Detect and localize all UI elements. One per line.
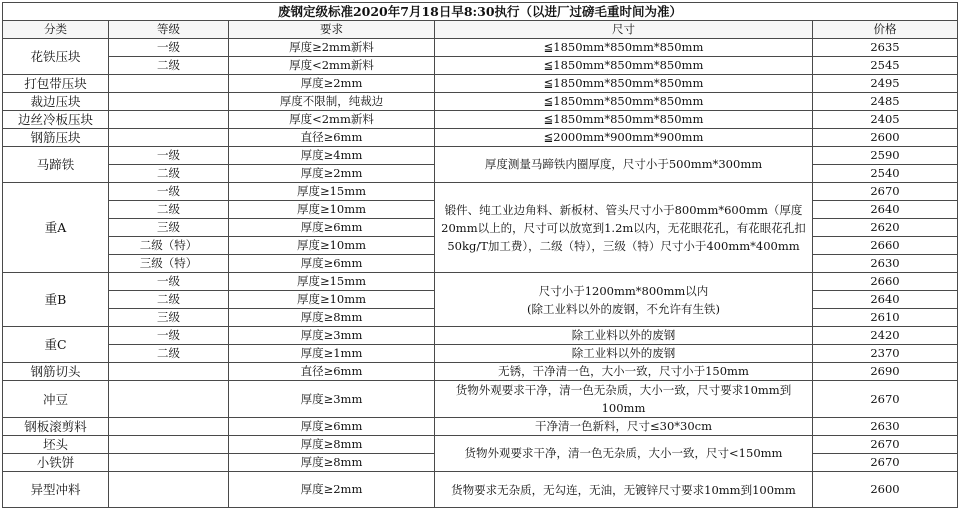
price-cell: 2660 xyxy=(813,273,958,291)
category-cell: 钢筋切头 xyxy=(3,363,109,381)
price-cell: 2600 xyxy=(813,129,958,147)
category-cell: 坯头 xyxy=(3,436,109,454)
price-cell: 2660 xyxy=(813,237,958,255)
price-cell: 2640 xyxy=(813,201,958,219)
requirement-cell: 厚度≥4mm xyxy=(229,147,435,165)
size-cell: ≦1850mm*850mm*850mm xyxy=(435,93,813,111)
table-row xyxy=(3,147,958,165)
grade-cell: 三级 xyxy=(109,309,229,327)
scrap-steel-price-table xyxy=(2,2,958,508)
requirement-cell: 厚度≥8mm xyxy=(229,309,435,327)
grade-cell: 三级（特） xyxy=(109,255,229,273)
category-cell: 冲豆 xyxy=(3,381,109,418)
requirement-cell: 厚度≥2mm xyxy=(229,75,435,93)
grade-cell: 一级 xyxy=(109,183,229,201)
grade-cell: 一级 xyxy=(109,147,229,165)
grade-cell: 二级 xyxy=(109,291,229,309)
requirement-cell: 厚度≥2mm xyxy=(229,472,435,508)
category-cell: 钢板滚剪料 xyxy=(3,418,109,436)
header-requirement: 要求 xyxy=(229,21,435,39)
price-cell: 2420 xyxy=(813,327,958,345)
grade-cell: 二级 xyxy=(109,201,229,219)
price-cell: 2495 xyxy=(813,75,958,93)
category-cell: 异型冲料 xyxy=(3,472,109,508)
grade-cell: 一级 xyxy=(109,39,229,57)
category-cell: 钢筋压块 xyxy=(3,129,109,147)
price-cell: 2610 xyxy=(813,309,958,327)
requirement-cell: 厚度≥10mm xyxy=(229,201,435,219)
table-row xyxy=(3,472,958,508)
grade-cell xyxy=(109,111,229,129)
category-cell: 马蹄铁 xyxy=(3,147,109,183)
requirement-cell: 厚度≥2mm新料 xyxy=(229,39,435,57)
table-row xyxy=(3,273,958,291)
category-cell: 重C xyxy=(3,327,109,363)
requirement-cell: 厚度≥6mm xyxy=(229,219,435,237)
requirement-cell: 厚度≥15mm xyxy=(229,183,435,201)
price-cell: 2635 xyxy=(813,39,958,57)
price-cell: 2545 xyxy=(813,57,958,75)
price-cell: 2485 xyxy=(813,93,958,111)
category-cell: 裁边压块 xyxy=(3,93,109,111)
price-cell: 2670 xyxy=(813,454,958,472)
header-size: 尺寸 xyxy=(435,21,813,39)
requirement-cell: 直径≥6mm xyxy=(229,129,435,147)
size-cell: 货物外观要求干净，清一色无杂质，大小一致，尺寸要求10mm到100mm xyxy=(435,381,813,418)
table-row xyxy=(3,436,958,454)
requirement-cell: 厚度≥6mm xyxy=(229,255,435,273)
requirement-cell: 厚度≥15mm xyxy=(229,273,435,291)
table-row xyxy=(3,381,958,418)
table-row xyxy=(3,57,958,75)
title-row xyxy=(3,3,958,21)
size-cell: 厚度测量马蹄铁内圈厚度，尺寸小于500mm*300mm xyxy=(435,147,813,183)
price-cell: 2690 xyxy=(813,363,958,381)
price-cell: 2620 xyxy=(813,219,958,237)
requirement-cell: 厚度≥2mm xyxy=(229,165,435,183)
requirement-cell: 厚度≥8mm xyxy=(229,454,435,472)
grade-cell xyxy=(109,381,229,418)
grade-cell: 二级 xyxy=(109,57,229,75)
size-cell: ≦1850mm*850mm*850mm xyxy=(435,111,813,129)
size-cell: 无锈，干净清一色，大小一致，尺寸小于150mm xyxy=(435,363,813,381)
table-row xyxy=(3,183,958,201)
grade-cell xyxy=(109,363,229,381)
category-cell: 小铁饼 xyxy=(3,454,109,472)
requirement-cell: 厚度≥8mm xyxy=(229,436,435,454)
table-row xyxy=(3,111,958,129)
size-cell: ≦1850mm*850mm*850mm xyxy=(435,57,813,75)
grade-cell: 三级 xyxy=(109,219,229,237)
size-cell: ≦2000mm*900mm*900mm xyxy=(435,129,813,147)
requirement-cell: 厚度≥1mm xyxy=(229,345,435,363)
requirement-cell: 直径≥6mm xyxy=(229,363,435,381)
price-cell: 2405 xyxy=(813,111,958,129)
grade-cell xyxy=(109,454,229,472)
requirement-cell: 厚度<2mm新料 xyxy=(229,111,435,129)
price-cell: 2590 xyxy=(813,147,958,165)
price-cell: 2670 xyxy=(813,436,958,454)
size-cell: 除工业料以外的废钢 xyxy=(435,345,813,363)
table-row xyxy=(3,363,958,381)
price-cell: 2600 xyxy=(813,472,958,508)
size-cell: 货物外观要求干净，清一色无杂质，大小一致，尺寸<150mm xyxy=(435,436,813,472)
table-row xyxy=(3,327,958,345)
table-row xyxy=(3,345,958,363)
grade-cell xyxy=(109,93,229,111)
requirement-cell: 厚度不限制，纯裁边 xyxy=(229,93,435,111)
category-cell: 打包带压块 xyxy=(3,75,109,93)
header-row xyxy=(3,21,958,39)
table-title: 废钢定级标准2020年7月18日早8:30执行（以进厂过磅毛重时间为准） xyxy=(3,3,958,21)
requirement-cell: 厚度≥10mm xyxy=(229,237,435,255)
requirement-cell: 厚度≥6mm xyxy=(229,418,435,436)
category-cell: 花铁压块 xyxy=(3,39,109,75)
price-cell: 2370 xyxy=(813,345,958,363)
table-row xyxy=(3,129,958,147)
price-cell: 2630 xyxy=(813,418,958,436)
grade-cell: 二级（特） xyxy=(109,237,229,255)
price-cell: 2670 xyxy=(813,381,958,418)
size-cell: ≦1850mm*850mm*850mm xyxy=(435,39,813,57)
grade-cell: 二级 xyxy=(109,165,229,183)
header-grade: 等级 xyxy=(109,21,229,39)
header-category: 分类 xyxy=(3,21,109,39)
grade-cell xyxy=(109,472,229,508)
size-cell: ≦1850mm*850mm*850mm xyxy=(435,75,813,93)
table-row xyxy=(3,39,958,57)
price-cell: 2670 xyxy=(813,183,958,201)
table-row xyxy=(3,418,958,436)
grade-cell: 一级 xyxy=(109,327,229,345)
size-cell: 货物要求无杂质，无勾连，无油，无镀锌尺寸要求10mm到100mm xyxy=(435,472,813,508)
grade-cell xyxy=(109,75,229,93)
table-row xyxy=(3,75,958,93)
category-cell: 重A xyxy=(3,183,109,273)
price-cell: 2540 xyxy=(813,165,958,183)
size-cell: 尺寸小于1200mm*800mm以内 (除工业料以外的废钢，不允许有生铁) xyxy=(435,273,813,327)
price-cell: 2630 xyxy=(813,255,958,273)
grade-cell: 二级 xyxy=(109,345,229,363)
requirement-cell: 厚度≥3mm xyxy=(229,327,435,345)
size-cell: 除工业料以外的废钢 xyxy=(435,327,813,345)
requirement-cell: 厚度≥3mm xyxy=(229,381,435,418)
requirement-cell: 厚度≥10mm xyxy=(229,291,435,309)
header-price: 价格 xyxy=(813,21,958,39)
requirement-cell: 厚度<2mm新料 xyxy=(229,57,435,75)
size-cell: 干净清一色新料，尺寸≤30*30cm xyxy=(435,418,813,436)
grade-cell xyxy=(109,436,229,454)
size-cell: 锻件、纯工业边角料、新板材、管头尺寸小于800mm*600mm（厚度20mm以上的，尺寸可以放宽到1.2m以内，无花眼花孔，有花眼花孔扣50kg/T加工费），二级（特），三级（特）尺寸小于400mm*400mm xyxy=(435,183,813,273)
price-cell: 2640 xyxy=(813,291,958,309)
category-cell: 边丝冷板压块 xyxy=(3,111,109,129)
grade-cell: 一级 xyxy=(109,273,229,291)
grade-cell xyxy=(109,418,229,436)
grade-cell xyxy=(109,129,229,147)
table-row xyxy=(3,93,958,111)
category-cell: 重B xyxy=(3,273,109,327)
